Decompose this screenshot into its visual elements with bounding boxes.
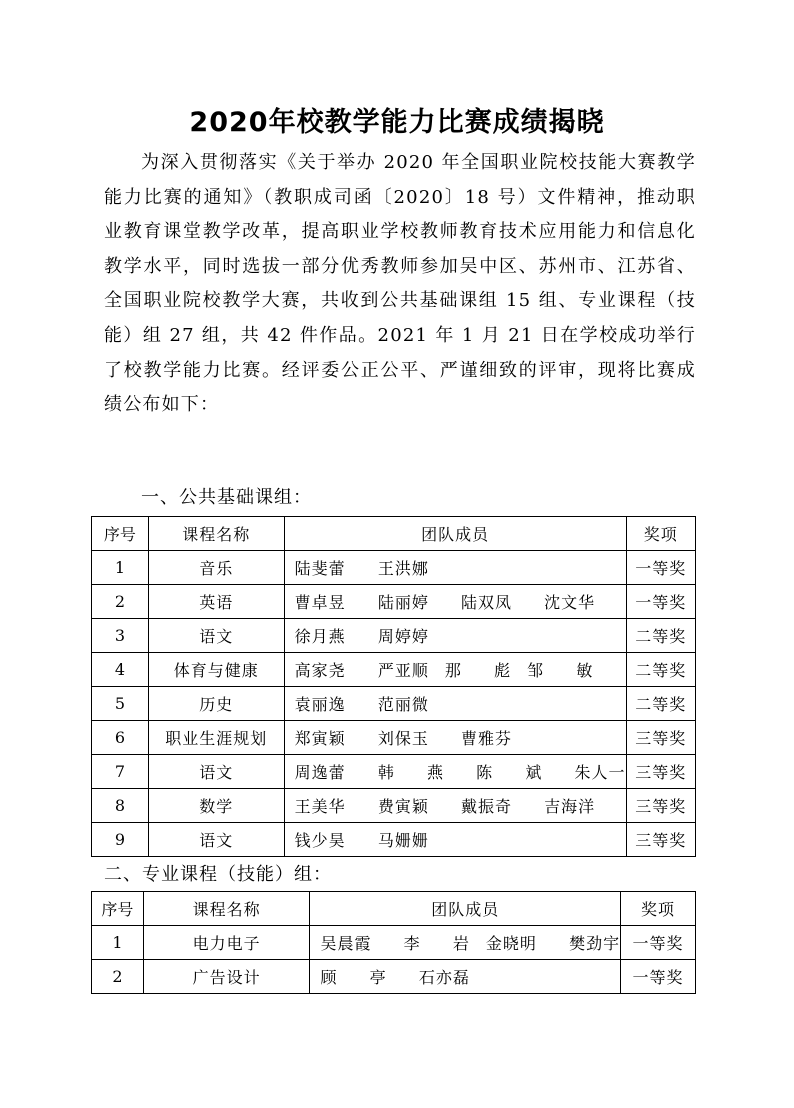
- row-members: 郑寅颖 刘保玉 曹雅芬: [284, 721, 626, 755]
- row-course: 英语: [148, 585, 284, 619]
- professional-results-table: [91, 891, 696, 994]
- section-heading-professional: 二、专业课程（技能）组：: [104, 864, 332, 885]
- row-members: 顾 亭 石亦磊: [310, 960, 621, 994]
- row-no: 6: [92, 721, 149, 755]
- row-no: 8: [92, 789, 149, 823]
- row-award: 一等奖: [621, 960, 696, 994]
- row-award: 一等奖: [626, 551, 695, 585]
- header-members: 团队成员: [310, 892, 621, 926]
- table-row: [92, 960, 696, 994]
- row-course: 广告设计: [143, 960, 310, 994]
- table-row: [92, 551, 696, 585]
- row-course: 语文: [148, 755, 284, 789]
- page-title: 2020年校教学能力比赛成绩揭晓: [189, 107, 605, 138]
- row-course: 历史: [148, 687, 284, 721]
- row-no: 1: [92, 926, 144, 960]
- header-no: 序号: [92, 892, 144, 926]
- table-row: [92, 926, 696, 960]
- table-row: [92, 585, 696, 619]
- intro-paragraph: 为深入贯彻落实《关于举办 2020 年全国职业院校技能大赛教学能力比赛的通知》（教职成司函〔2020〕18 号）文件精神，推动职业教育课堂教学改革，提高职业学校教师教育技术应用能力和信息化教学水平，同时选拔一部分优秀教师参加吴中区、苏州市、江苏省、全国职业院校教学大赛，共收到公共基础课组 15 组、专业课程（技能）组 27 组，共 42 件作品。2021 年 1 月 21 日在学校成功举行了校教学能力比赛。经评委公正公平、严谨细致的评审，现将比赛成绩公布如下：: [104, 152, 696, 416]
- table-row: [92, 687, 696, 721]
- row-members: 袁丽逸 范丽微: [284, 687, 626, 721]
- row-members: 陆斐蕾 王洪娜: [284, 551, 626, 585]
- row-no: 1: [92, 551, 149, 585]
- table-row: [92, 619, 696, 653]
- table-row: [92, 823, 696, 857]
- row-award: 三等奖: [626, 721, 695, 755]
- row-no: 5: [92, 687, 149, 721]
- row-no: 2: [92, 585, 149, 619]
- section-heading-public-basic: 一、公共基础课组：: [141, 487, 312, 508]
- table-header-row: [92, 517, 696, 551]
- row-award: 三等奖: [626, 789, 695, 823]
- row-no: 9: [92, 823, 149, 857]
- header-course: 课程名称: [148, 517, 284, 551]
- row-award: 一等奖: [626, 585, 695, 619]
- header-award: 奖项: [621, 892, 696, 926]
- public-basic-results-table: [91, 516, 696, 857]
- table-header-row: [92, 892, 696, 926]
- row-award: 三等奖: [626, 755, 695, 789]
- row-award: 二等奖: [626, 619, 695, 653]
- table-row: [92, 755, 696, 789]
- row-members: 吴晨霞 李 岩 金晓明 樊劲宇: [310, 926, 621, 960]
- table-row: [92, 653, 696, 687]
- row-course: 数学: [148, 789, 284, 823]
- row-members: 王美华 费寅颖 戴振奇 吉海洋: [284, 789, 626, 823]
- row-members: 高家尧 严亚顺 那 彪 邹 敏: [284, 653, 626, 687]
- row-award: 二等奖: [626, 687, 695, 721]
- row-course: 体育与健康: [148, 653, 284, 687]
- row-members: 周逸蕾 韩 燕 陈 斌 朱人一: [284, 755, 626, 789]
- row-course: 职业生涯规划: [148, 721, 284, 755]
- row-members: 钱少昊 马姗姗: [284, 823, 626, 857]
- table-row: [92, 789, 696, 823]
- header-no: 序号: [92, 517, 149, 551]
- row-course: 音乐: [148, 551, 284, 585]
- row-no: 2: [92, 960, 144, 994]
- row-no: 3: [92, 619, 149, 653]
- row-award: 一等奖: [621, 926, 696, 960]
- row-course: 语文: [148, 823, 284, 857]
- row-members: 徐月燕 周婷婷: [284, 619, 626, 653]
- header-members: 团队成员: [284, 517, 626, 551]
- row-course: 电力电子: [143, 926, 310, 960]
- table-row: [92, 721, 696, 755]
- row-award: 二等奖: [626, 653, 695, 687]
- row-no: 7: [92, 755, 149, 789]
- row-course: 语文: [148, 619, 284, 653]
- row-no: 4: [92, 653, 149, 687]
- row-award: 三等奖: [626, 823, 695, 857]
- header-course: 课程名称: [143, 892, 310, 926]
- row-members: 曹卓昱 陆丽婷 陆双凤 沈文华: [284, 585, 626, 619]
- header-award: 奖项: [626, 517, 695, 551]
